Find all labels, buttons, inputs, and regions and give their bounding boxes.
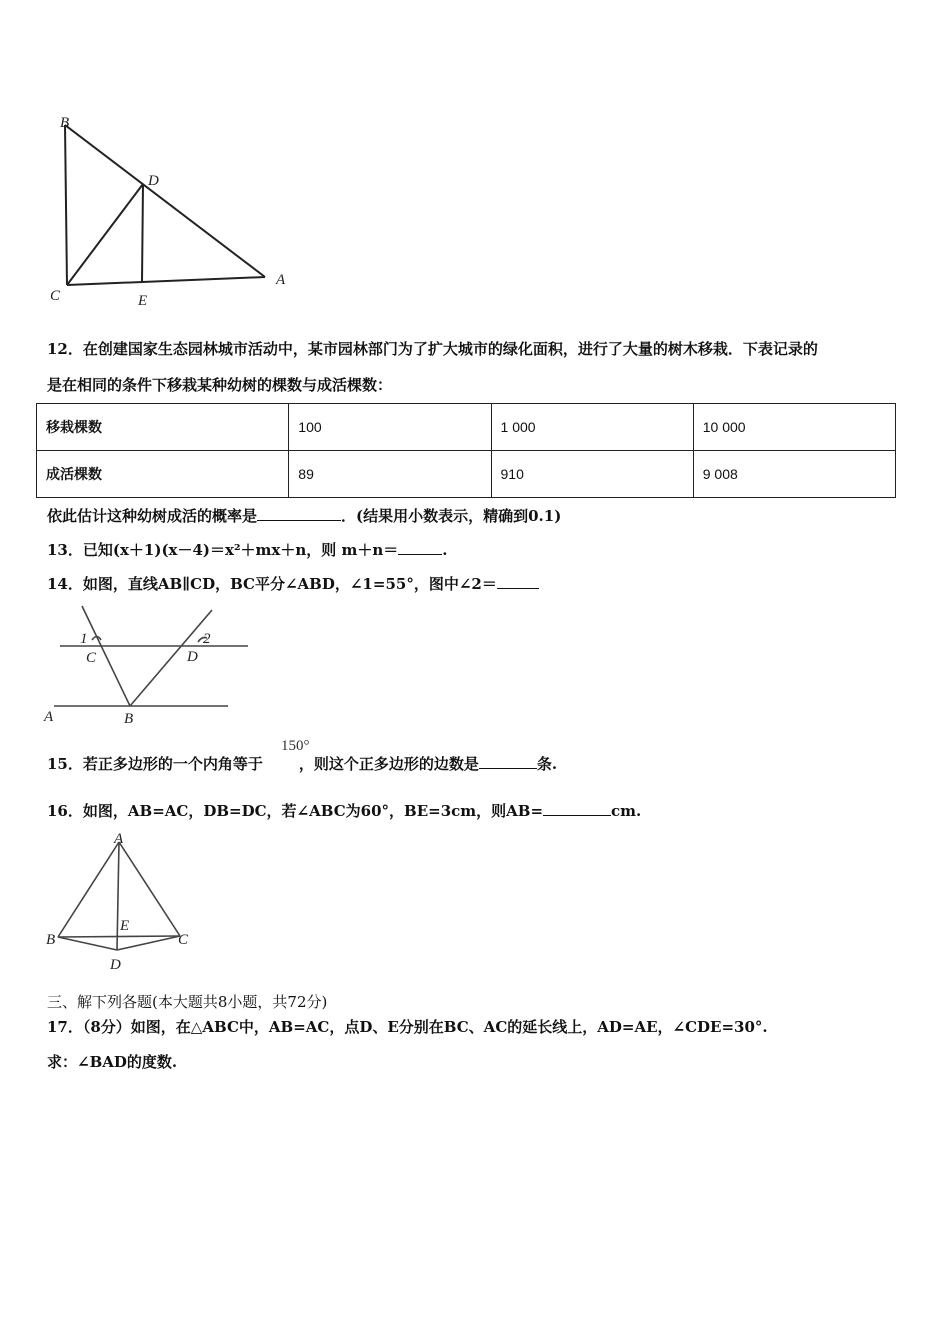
answer-blank[interactable] (543, 801, 611, 816)
q12-followup (47, 505, 561, 526)
answer-blank[interactable] (257, 506, 341, 521)
table-cell: 9 008 (693, 451, 895, 498)
label-b: B (46, 932, 56, 948)
label-b: B (124, 711, 134, 727)
label-d: D (187, 649, 198, 665)
table-cell: 10 000 (693, 404, 895, 451)
table-cell: 89 (289, 451, 491, 498)
triangle-figure-top (40, 105, 300, 315)
segment-ad (117, 842, 119, 950)
q15-middle: ，则这个正多边形的边数是 (298, 755, 479, 773)
label-c: C (178, 932, 189, 948)
section-title: 三、解下列各题(本大题共8小题，共72分) (47, 993, 328, 1011)
label-2: 2 (203, 631, 211, 647)
label-d: D (110, 957, 121, 973)
q16-suffix: cm. (611, 802, 642, 820)
label-e: E (138, 293, 148, 309)
q14-text: 14．如图，直线AB∥CD，BC平分∠ABD，∠1=55°，图中∠2＝ (47, 575, 497, 593)
q16-prefix: 16．如图，AB=AC，DB=DC，若∠ABC为60°，BE=3cm，则AB= (47, 802, 544, 820)
q16-line (47, 800, 641, 821)
label-e: E (120, 918, 130, 934)
segment-de (142, 184, 143, 282)
label-a: A (114, 831, 124, 847)
answer-blank[interactable] (497, 574, 539, 589)
answer-blank[interactable] (479, 754, 537, 769)
label-1: 1 (80, 631, 88, 647)
segment-cd (67, 184, 143, 285)
segment-ba (65, 125, 265, 277)
q15-line (47, 753, 557, 774)
q12-table (36, 403, 896, 498)
q17-line2: 求：∠BAD的度数. (47, 1053, 178, 1071)
q12-line1: 12．在创建国家生态园林城市活动中，某市园林部门为了扩大城市的绿化面积，进行了大量的树木移栽．下表记录的 (47, 340, 818, 358)
label-a: A (44, 709, 54, 725)
table-header-cell: 移栽棵数 (37, 404, 289, 451)
q15-suffix: 条. (536, 755, 558, 773)
table-cell: 910 (491, 451, 693, 498)
q12-followup-suffix: ．(结果用小数表示，精确到0.1) (341, 507, 562, 525)
label-a: A (276, 272, 286, 288)
q12-line2: 是在相同的条件下移栽某种幼树的棵数与成活棵数： (47, 376, 393, 394)
label-d: D (148, 173, 159, 189)
segment-bc (65, 125, 67, 285)
table-cell: 1 000 (491, 404, 693, 451)
q13-text: 13．已知(x＋1)(x－4)＝x²＋mx＋n，则 m＋n＝ (47, 541, 399, 559)
label-c: C (86, 650, 97, 666)
q13-line (47, 539, 448, 560)
segment-bd (58, 937, 117, 950)
angle-150-value: 150° (281, 738, 310, 754)
table-cell: 100 (289, 404, 491, 451)
table-header-cell: 成活棵数 (37, 451, 289, 498)
table-row (37, 451, 896, 498)
q15-prefix: 15．若正多边形的一个内角等于 (47, 755, 263, 773)
answer-blank[interactable] (398, 540, 442, 555)
angle-1-arc (92, 637, 101, 641)
q13-text-post: . (442, 541, 448, 559)
kite-figure (40, 830, 210, 978)
segment-ca (67, 277, 265, 285)
q17-line1: 17．（8分）如图，在△ABC中，AB=AC，点D、E分别在BC、AC的延长线上，AD=AE，∠CDE=30°. (47, 1018, 768, 1036)
q14-line (47, 573, 539, 594)
q12-followup-prefix: 依此估计这种幼树成活的概率是 (47, 507, 258, 525)
table-row (37, 404, 896, 451)
segment-ab (58, 842, 119, 937)
label-b: B (60, 115, 70, 131)
parallel-lines-figure (40, 600, 260, 728)
segment-bc (58, 936, 180, 937)
segment-cd (117, 936, 180, 950)
line-bd (130, 610, 212, 706)
label-c: C (50, 288, 61, 304)
